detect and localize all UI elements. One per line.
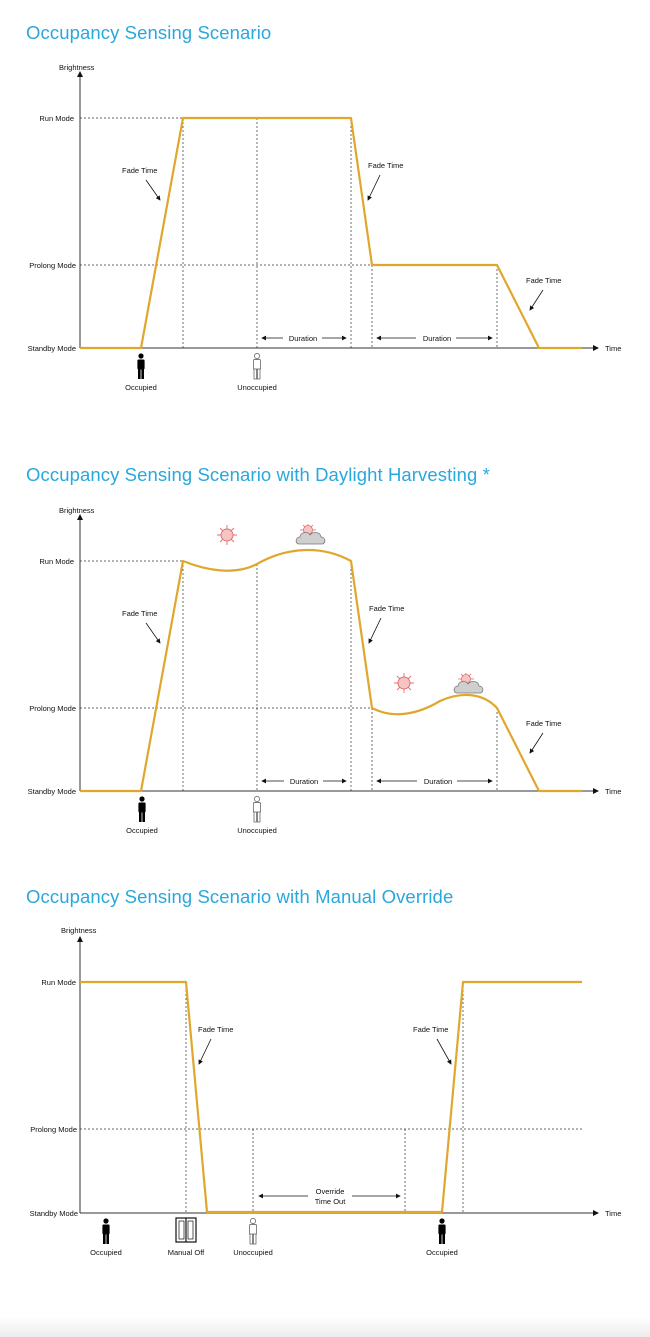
override-timeout-indicator	[259, 1187, 400, 1206]
sun-icon	[394, 673, 414, 693]
level-standby-mode: Standby Mode	[27, 344, 76, 353]
duration-indicator-2	[377, 777, 492, 786]
cloud-sun-icon	[454, 673, 483, 693]
level-prolong-mode: Prolong Mode	[29, 704, 76, 713]
person-occupied-icon	[137, 353, 144, 379]
level-run-mode: Run Mode	[39, 557, 74, 566]
event-label-unoccupied: Unoccupied	[237, 826, 277, 835]
section-title-daylight-harvesting: Occupancy Sensing Scenario with Daylight Harvesting *	[26, 464, 490, 485]
bottom-fade	[0, 1317, 650, 1337]
duration-label-2: Duration	[423, 777, 453, 786]
duration-label-1: Duration	[289, 777, 319, 786]
event-label-occupied: Occupied	[90, 1248, 122, 1257]
section-title-manual-override: Occupancy Sensing Scenario with Manual Override	[26, 886, 454, 907]
sun-icon	[217, 525, 237, 545]
fade-arrow-1	[199, 1039, 211, 1064]
event-label-occupied: Occupied	[126, 826, 158, 835]
level-standby-mode: Standby Mode	[29, 1209, 78, 1218]
x-axis-label: Time	[605, 787, 622, 796]
event-label-unoccupied: Unoccupied	[233, 1248, 273, 1257]
person-occupied-icon	[438, 1218, 445, 1244]
person-occupied-icon	[102, 1218, 109, 1244]
occupancy-diagram	[0, 55, 650, 415]
duration-label-1: Duration	[288, 334, 318, 343]
section-title-occupancy: Occupancy Sensing Scenario	[26, 22, 272, 43]
guide-lines	[80, 118, 497, 348]
fade-time-label-2: Fade Time	[368, 161, 404, 170]
person-unoccupied-icon	[249, 1218, 256, 1244]
fade-arrow-2	[369, 618, 381, 643]
y-axis-label: Brightness	[59, 506, 95, 515]
event-label-manual-off: Manual Off	[167, 1248, 205, 1257]
duration-label-2: Duration	[422, 334, 452, 343]
level-run-mode: Run Mode	[39, 114, 74, 123]
event-label-unoccupied: Unoccupied	[237, 383, 277, 392]
duration-indicator-1	[262, 777, 346, 786]
override-label-line1: Override	[315, 1187, 345, 1196]
x-axis-label: Time	[605, 344, 622, 353]
event-label-occupied: Occupied	[125, 383, 157, 392]
fade-time-label-2: Fade Time	[369, 604, 405, 613]
person-unoccupied-icon	[253, 796, 260, 822]
fade-arrow-2	[437, 1039, 451, 1064]
event-label-occupied-2: Occupied	[426, 1248, 458, 1257]
level-prolong-mode: Prolong Mode	[30, 1125, 77, 1134]
y-axis-label: Brightness	[59, 63, 95, 72]
switch-manual-off-icon	[176, 1218, 196, 1242]
person-unoccupied-icon	[253, 353, 260, 379]
y-axis-label: Brightness	[61, 926, 97, 935]
manual-override-diagram	[0, 920, 650, 1280]
fade-arrow-3	[530, 290, 543, 310]
fade-arrow-3	[530, 733, 543, 753]
duration-indicator-1	[262, 334, 346, 343]
brightness-curve	[80, 982, 582, 1212]
fade-time-label-1: Fade Time	[122, 166, 158, 175]
fade-time-label-2: Fade Time	[413, 1025, 449, 1034]
daylight-harvesting-diagram	[0, 498, 650, 858]
level-prolong-mode: Prolong Mode	[29, 261, 76, 270]
guide-lines	[80, 982, 582, 1213]
level-standby-mode: Standby Mode	[27, 787, 76, 796]
fade-time-label-3: Fade Time	[526, 276, 562, 285]
guide-lines	[80, 561, 497, 791]
fade-time-label-3: Fade Time	[526, 719, 562, 728]
fade-arrow-1	[146, 623, 160, 643]
level-run-mode: Run Mode	[41, 978, 76, 987]
override-label-line2: Time Out	[314, 1197, 346, 1206]
person-occupied-icon	[138, 796, 145, 822]
fade-time-label-1: Fade Time	[198, 1025, 234, 1034]
brightness-curve	[80, 550, 582, 791]
fade-arrow-2	[368, 175, 380, 200]
duration-indicator-2	[377, 334, 492, 343]
cloud-sun-icon	[296, 524, 325, 544]
fade-arrow-1	[146, 180, 160, 200]
fade-time-label-1: Fade Time	[122, 609, 158, 618]
x-axis-label: Time	[605, 1209, 622, 1218]
brightness-curve	[80, 118, 582, 348]
